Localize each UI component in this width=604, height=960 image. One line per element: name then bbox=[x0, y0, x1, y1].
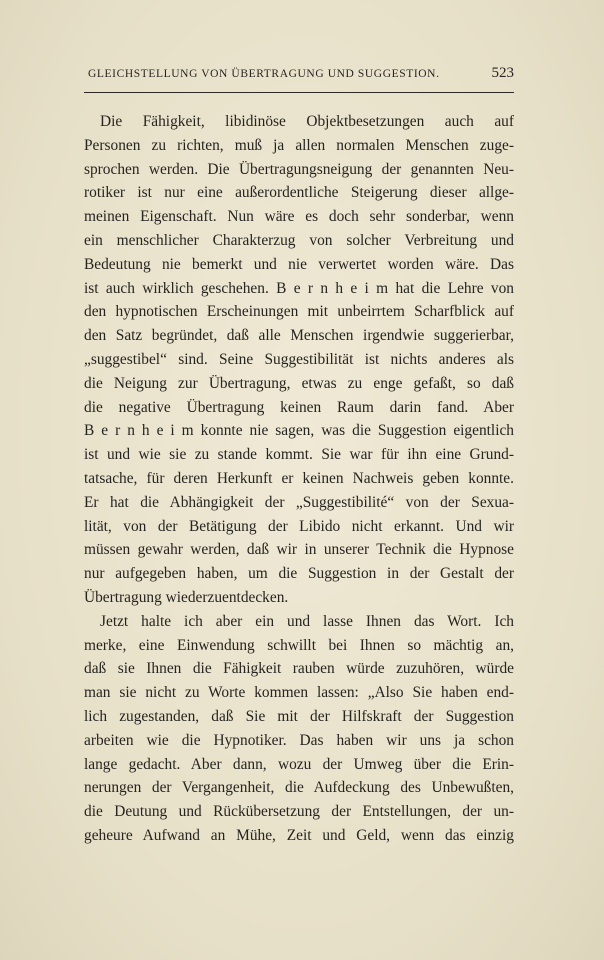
text-line: man sie nicht zu Worte kommen lassen: „Also Sie haben end- bbox=[84, 684, 514, 702]
header-rule bbox=[84, 92, 514, 93]
text-line: die negative Übertragung keinen Raum darin fand. Aber bbox=[84, 398, 514, 416]
text-line: geheure Aufwand an Mühe, Zeit und Geld, wenn das einzig bbox=[84, 826, 514, 844]
text-line: ein menschlicher Charakterzug von solcher Verbreitung und bbox=[84, 231, 514, 249]
text-line: den hypnotischen Erscheinungen mit unbeirrtem Scharfblick auf bbox=[84, 303, 514, 321]
text-line: merke, eine Einwendung schwillt bei Ihnen so mächtig an, bbox=[84, 636, 514, 654]
text-line: lität, von der Betätigung der Libido nicht erkannt. Und wir bbox=[84, 517, 514, 535]
text-line: die Deutung und Rückübersetzung der Entstellungen, der un- bbox=[84, 803, 514, 821]
text-line: den Satz begründet, daß alle Menschen irgendwie suggerierbar, bbox=[84, 327, 514, 345]
text-line: ist auch wirklich geschehen. B e r n h e i m hat die Lehre von bbox=[84, 279, 514, 297]
text-line: daß sie Ihnen die Fähigkeit rauben würde zuzuhören, würde bbox=[84, 660, 514, 678]
text-line: nur aufgegeben haben, um die Suggestion in der Gestalt der bbox=[84, 565, 514, 583]
page-header bbox=[84, 66, 514, 88]
text-line: tatsache, für deren Herkunft er keinen Nachweis geben konnte. bbox=[84, 469, 514, 487]
text-line: Personen zu richten, muß ja allen normalen Menschen zuge- bbox=[84, 136, 514, 154]
text-line: Er hat die Abhängigkeit der „Suggestibilité“ von der Sexua- bbox=[84, 493, 514, 511]
text-line: Die Fähigkeit, libidinöse Objektbesetzungen auch auf bbox=[100, 113, 514, 130]
body-text bbox=[84, 110, 514, 848]
text-line: müssen gewahr werden, daß wir in unserer Technik die Hypnose bbox=[84, 541, 514, 559]
text-line: B e r n h e i m konnte nie sagen, was die Suggestion eigentlich bbox=[84, 422, 514, 440]
text-line: sprochen werden. Die Übertragungsneigung der genannten Neu- bbox=[84, 160, 514, 178]
text-line: die Neigung zur Übertragung, etwas zu enge gefaßt, so daß bbox=[84, 374, 514, 392]
text-line: arbeiten wie die Hypnotiker. Das haben wir uns ja schon bbox=[84, 731, 514, 749]
text-line: lich zugestanden, daß Sie mit der Hilfskraft der Suggestion bbox=[84, 707, 514, 725]
text-line: „suggestibel“ sind. Seine Suggestibilität ist nichts anderes als bbox=[84, 350, 514, 368]
text-line: lange gedacht. Aber dann, wozu der Umweg über die Erin- bbox=[84, 755, 514, 773]
running-head: GLEICHSTELLUNG VON ÜBERTRAGUNG UND SUGGESTION. bbox=[88, 68, 440, 80]
text-line: ist und wie sie zu stande kommt. Sie war für ihn eine Grund- bbox=[84, 446, 514, 464]
text-line: nerungen der Vergangenheit, die Aufdeckung des Unbewußten, bbox=[84, 779, 514, 797]
text-line: rotiker ist nur eine außerordentliche Steigerung dieser allge- bbox=[84, 184, 514, 202]
text-line: meinen Eigenschaft. Nun wäre es doch sehr sonderbar, wenn bbox=[84, 208, 514, 226]
text-line: Übertragung wiederzuentdecken. bbox=[84, 588, 289, 606]
text-line: Bedeutung nie bemerkt und nie verwertet worden wäre. Das bbox=[84, 255, 514, 273]
page-number: 523 bbox=[491, 65, 514, 81]
text-line: Jetzt halte ich aber ein und lasse Ihnen das Wort. Ich bbox=[100, 612, 514, 630]
